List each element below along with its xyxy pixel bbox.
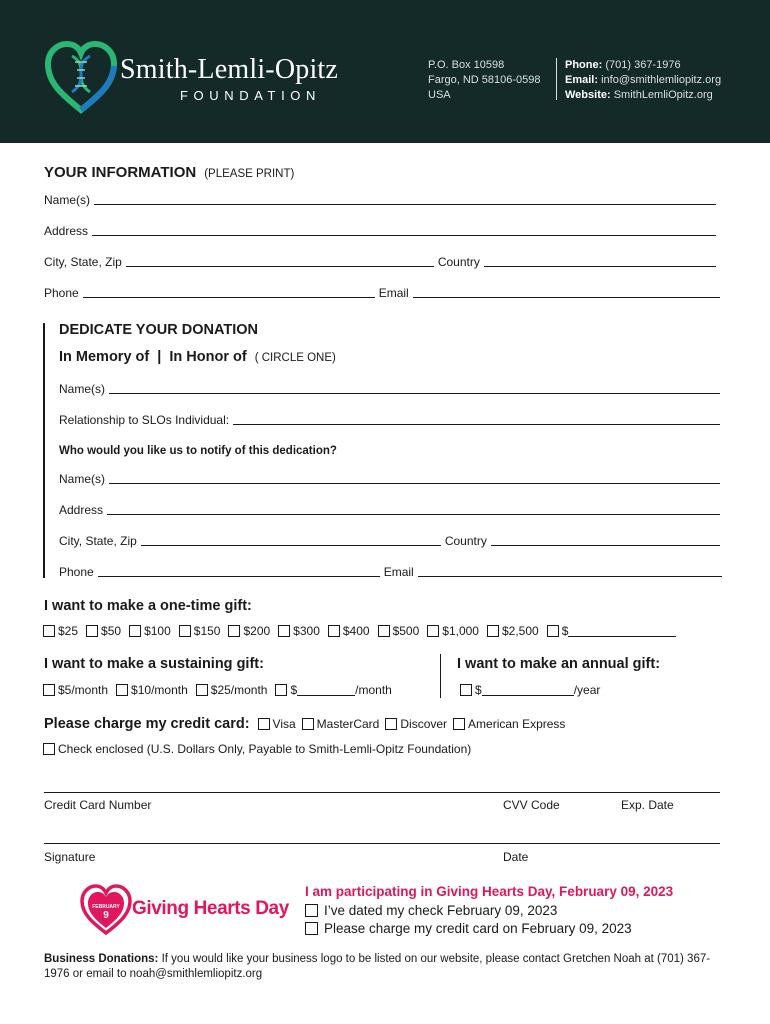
check-enclosed-label: Check enclosed (U.S. Dollars Only, Payable to Smith-Lemli-Opitz Foundation) <box>58 742 472 756</box>
card-label: MasterCard <box>316 717 380 731</box>
sustaining-label: $10/month <box>131 683 188 697</box>
notify-names-field[interactable] <box>59 472 724 486</box>
cvv-label: CVV Code <box>503 798 560 812</box>
phone-email-field[interactable] <box>44 286 724 300</box>
checkbox-icon[interactable] <box>460 684 472 696</box>
city-label: City, State, Zip <box>44 255 122 269</box>
giving-hearts-logo-text: Giving Hearts Day <box>132 898 289 919</box>
honoree-names-field[interactable] <box>59 382 724 396</box>
relationship-label: Relationship to SLOs Individual: <box>59 413 230 427</box>
checkbox-icon[interactable] <box>385 718 397 730</box>
date-label: Date <box>503 850 529 864</box>
giving-hearts-heart-icon <box>80 884 132 936</box>
notify-city-country-field[interactable] <box>59 534 724 548</box>
notify-country-label: Country <box>444 534 487 548</box>
website-label: Website: <box>565 89 611 101</box>
giving-hearts-title: I am participating in Giving Hearts Day, February 09, 2023 <box>305 884 674 899</box>
city-country-field[interactable] <box>44 255 720 269</box>
amount-label: $150 <box>193 624 221 638</box>
dedicate-side-bar <box>43 323 45 578</box>
checkbox-icon[interactable] <box>302 718 314 730</box>
charge-card-option[interactable] <box>305 921 632 936</box>
credit-card-options <box>44 716 565 732</box>
business-donations-note <box>44 952 734 982</box>
amount-label: $1,000 <box>442 624 479 638</box>
card-label: Visa <box>272 717 296 731</box>
signature-line[interactable] <box>44 843 720 844</box>
country-line[interactable] <box>484 255 716 267</box>
sustaining-title: I want to make a sustaining gift: <box>44 656 264 672</box>
amount-option[interactable] <box>378 624 420 638</box>
checkbox-icon[interactable] <box>305 904 318 917</box>
country-label: Country <box>437 255 480 269</box>
amount-option[interactable] <box>86 624 121 638</box>
custom-amount-option[interactable] <box>547 624 677 638</box>
notify-city-line[interactable] <box>141 534 441 546</box>
notify-question: Who would you like us to notify of this dedication? <box>59 445 337 457</box>
amount-label: $200 <box>243 624 271 638</box>
amount-label: $400 <box>342 624 370 638</box>
dated-check-option[interactable] <box>305 903 557 918</box>
checkbox-icon[interactable] <box>328 625 340 637</box>
circle-one-note: ( CIRCLE ONE) <box>254 352 336 364</box>
amount-label: $100 <box>144 624 171 638</box>
checkbox-icon[interactable] <box>453 718 465 730</box>
checkbox-icon[interactable] <box>116 684 128 696</box>
checkbox-icon[interactable] <box>278 625 290 637</box>
custom-amount-line[interactable] <box>568 626 676 637</box>
per-year-label: /year <box>573 683 601 697</box>
checkbox-icon[interactable] <box>43 684 55 696</box>
business-text: If you would like your business logo to be listed on our website, please contact Gretchen Noah at (701) 367-1976 or email to noah@smithlemliopitz.org <box>44 953 711 980</box>
card-option-visa[interactable] <box>258 717 296 731</box>
notify-address-field[interactable] <box>59 503 724 517</box>
notify-names-label: Name(s) <box>59 472 106 486</box>
dated-check-label: I’ve dated my check February 09, 2023 <box>324 903 558 918</box>
notify-email-label: Email <box>383 565 414 579</box>
amount-option[interactable] <box>487 624 539 638</box>
checkbox-icon[interactable] <box>427 625 439 637</box>
heart-dna-logo-icon <box>44 40 118 114</box>
address-field[interactable] <box>44 224 720 238</box>
relationship-line[interactable] <box>233 413 720 425</box>
header-divider <box>556 58 557 100</box>
email-value: info@smithlemliopitz.org <box>601 74 722 86</box>
honoree-names-line[interactable] <box>109 382 720 394</box>
please-print-note: (PLEASE PRINT) <box>204 168 295 180</box>
address-label: Address <box>44 224 89 238</box>
relationship-field[interactable] <box>59 413 724 427</box>
sustaining-option[interactable] <box>43 683 108 697</box>
business-label: Business Donations: <box>44 953 159 965</box>
amount-label: $500 <box>392 624 420 638</box>
annual-title: I want to make an annual gift: <box>457 656 661 672</box>
card-option-amex[interactable] <box>453 717 565 731</box>
badge-day: 9 <box>103 910 109 921</box>
in-memory-option[interactable]: In Memory of <box>59 349 150 365</box>
org-name: Smith-Lemli-Opitz <box>120 54 339 85</box>
header-banner <box>0 0 770 143</box>
notify-city-label: City, State, Zip <box>59 534 137 548</box>
sustaining-label: $5/month <box>58 683 109 697</box>
dedicate-title: DEDICATE YOUR DONATION <box>59 322 258 338</box>
credit-card-title: Please charge my credit card: <box>44 716 250 732</box>
amount-label: $25 <box>58 624 79 638</box>
your-info-heading: YOUR INFORMATION <box>44 164 197 181</box>
one-time-amounts <box>43 624 676 638</box>
card-option-discover[interactable] <box>385 717 447 731</box>
checkbox-icon[interactable] <box>487 625 499 637</box>
check-enclosed-option[interactable] <box>43 742 471 756</box>
amount-option[interactable] <box>129 624 171 638</box>
email-label: Email: <box>565 74 599 86</box>
checkbox-icon[interactable] <box>228 625 240 637</box>
one-time-title: I want to make a one-time gift: <box>44 598 252 614</box>
phone-value: (701) 367-1976 <box>605 59 681 71</box>
names-label: Name(s) <box>44 193 91 207</box>
phone-label: Phone: <box>565 59 603 71</box>
notify-country-line[interactable] <box>491 534 720 546</box>
website-value: SmithLemliOpitz.org <box>613 89 713 101</box>
per-month-label: /month <box>355 683 392 697</box>
credit-card-line[interactable] <box>44 792 720 793</box>
sustaining-custom-option[interactable] <box>275 683 391 697</box>
checkbox-icon[interactable] <box>43 625 55 637</box>
dedication-type <box>59 349 336 365</box>
annual-options <box>460 683 612 697</box>
currency-label: $ <box>290 683 298 697</box>
org-subtitle: FOUNDATION <box>180 88 321 103</box>
notify-email-line[interactable] <box>418 565 722 577</box>
amount-option[interactable] <box>228 624 270 638</box>
sustaining-custom-line[interactable] <box>297 685 355 696</box>
notify-phone-email-field[interactable] <box>59 565 726 579</box>
address-line: Fargo, ND 58106-0598 <box>428 74 541 86</box>
card-label: Discover <box>400 717 448 731</box>
notify-address-label: Address <box>59 503 104 517</box>
amount-option[interactable] <box>43 624 78 638</box>
checkbox-icon[interactable] <box>305 922 318 935</box>
charge-card-label: Please charge my credit card on February 09, 2023 <box>324 921 632 936</box>
checkbox-icon[interactable] <box>275 684 287 696</box>
address-line: USA <box>428 89 451 101</box>
checkbox-icon[interactable] <box>378 625 390 637</box>
amount-option[interactable] <box>179 624 221 638</box>
card-option-mastercard[interactable] <box>302 717 380 731</box>
badge-month: FEBRUARY <box>92 904 120 910</box>
checkbox-icon[interactable] <box>179 625 191 637</box>
your-info-title <box>44 164 294 181</box>
names-field[interactable] <box>44 193 720 207</box>
email-label: Email <box>378 286 409 300</box>
type-separator: | <box>157 349 162 365</box>
checkbox-icon[interactable] <box>86 625 98 637</box>
phone-label: Phone <box>44 286 79 300</box>
honoree-names-label: Name(s) <box>59 382 106 396</box>
address-line-input[interactable] <box>92 224 716 236</box>
credit-card-number-label: Credit Card Number <box>44 798 152 812</box>
mailing-address <box>428 58 541 103</box>
gift-divider <box>440 654 441 698</box>
signature-label: Signature <box>44 850 96 864</box>
amount-label: $ <box>561 624 569 638</box>
exp-date-label: Exp. Date <box>621 798 674 812</box>
checkbox-icon[interactable] <box>196 684 208 696</box>
checkbox-icon[interactable] <box>258 718 270 730</box>
checkbox-icon[interactable] <box>43 743 55 755</box>
names-line[interactable] <box>94 193 716 205</box>
address-line: P.O. Box 10598 <box>428 59 505 71</box>
amount-label: $300 <box>293 624 320 638</box>
sustaining-label: $25/month <box>210 683 268 697</box>
sustaining-option[interactable] <box>196 683 268 697</box>
phone-line[interactable] <box>83 286 375 298</box>
annual-custom-line[interactable] <box>482 685 574 696</box>
amount-option[interactable] <box>427 624 479 638</box>
card-label: American Express <box>468 717 566 731</box>
amount-label: $2,500 <box>501 624 539 638</box>
city-line[interactable] <box>126 255 434 267</box>
checkbox-icon[interactable] <box>129 625 141 637</box>
annual-custom-option[interactable] <box>460 683 600 697</box>
amount-option[interactable] <box>278 624 320 638</box>
checkbox-icon[interactable] <box>547 625 559 637</box>
notify-phone-label: Phone <box>59 565 94 579</box>
sustaining-options <box>43 683 392 697</box>
currency-label: $ <box>475 683 482 697</box>
amount-option[interactable] <box>328 624 370 638</box>
in-honor-option[interactable]: In Honor of <box>169 349 247 365</box>
notify-phone-line[interactable] <box>98 565 380 577</box>
notify-names-line[interactable] <box>109 472 720 484</box>
sustaining-option[interactable] <box>116 683 188 697</box>
amount-label: $50 <box>101 624 122 638</box>
notify-address-line[interactable] <box>107 503 720 515</box>
contact-info <box>565 58 721 103</box>
email-line[interactable] <box>413 286 720 298</box>
